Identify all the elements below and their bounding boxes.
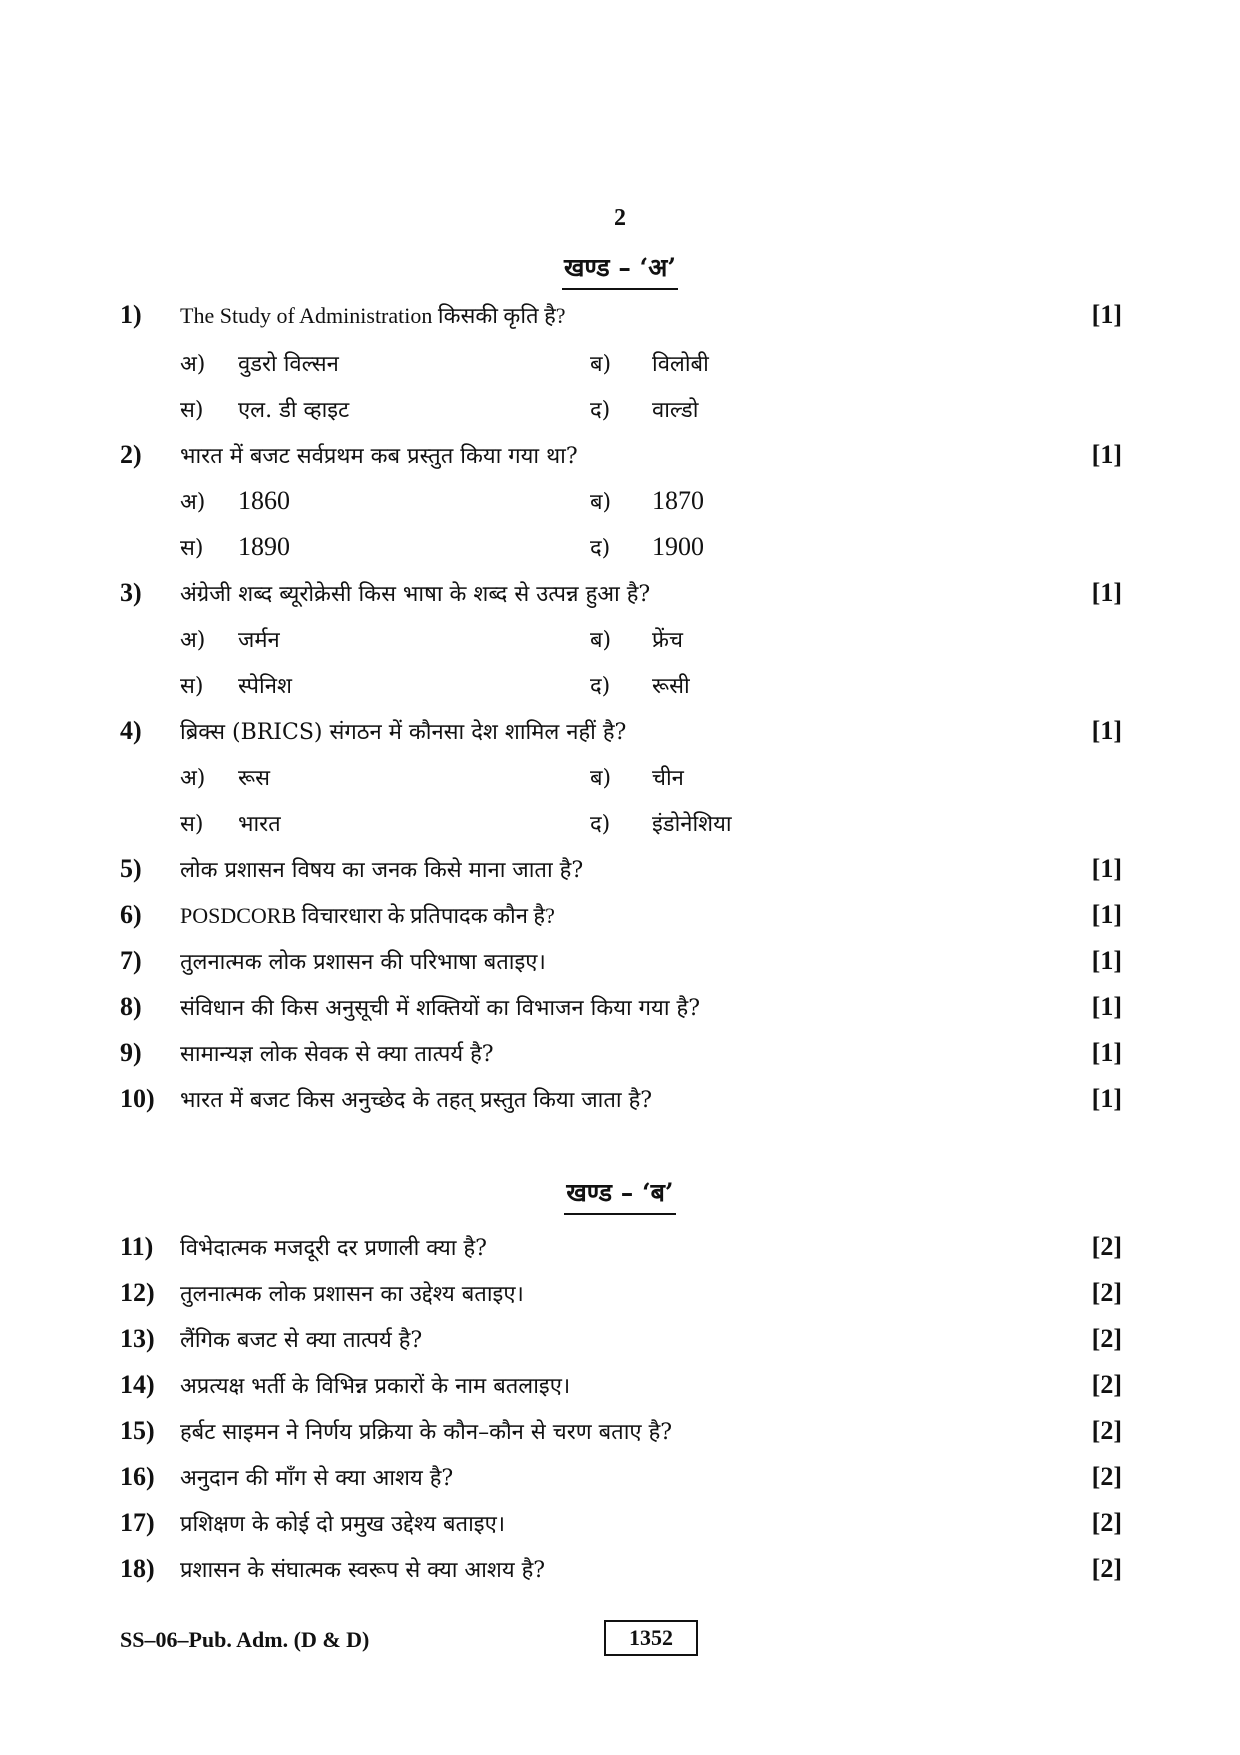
section-b-heading: खण्ड – ‘ब’	[0, 1175, 1240, 1215]
question-1-options-row-2	[0, 394, 1240, 434]
question-text: POSDCORB विचारधारा के प्रतिपादक कौन है?	[180, 903, 555, 928]
question-text: The Study of Administration किसकी कृति है?	[180, 303, 566, 328]
question-16	[0, 1462, 1240, 1502]
question-number: 5)	[120, 854, 142, 883]
question-text: विभेदात्मक मजदूरी दर प्रणाली क्या है?	[180, 1236, 487, 1261]
question-text: प्रशासन के संघात्मक स्वरूप से क्या आशय है?	[180, 1558, 546, 1583]
question-marks: [1]	[1091, 1084, 1122, 1113]
option-text: वुडरो विल्सन	[238, 352, 339, 377]
option-label: स)	[180, 674, 204, 699]
question-1-options-row-1	[0, 348, 1240, 388]
option-text: एल. डी व्हाइट	[238, 398, 350, 423]
question-2-options-row-1	[0, 486, 1240, 526]
question-number: 2)	[120, 440, 142, 469]
option-label: अ)	[180, 628, 206, 653]
question-number: 14)	[120, 1370, 155, 1399]
question-12	[0, 1278, 1240, 1318]
question-text: ब्रिक्स (BRICS) संगठन में कौनसा देश शामिल नहीं है?	[180, 720, 627, 745]
question-6	[0, 900, 1240, 940]
question-7	[0, 946, 1240, 986]
question-2	[0, 440, 1240, 480]
question-number: 11)	[120, 1232, 154, 1261]
question-13	[0, 1324, 1240, 1364]
question-number: 8)	[120, 992, 142, 1021]
question-3	[0, 578, 1240, 618]
option-label: ब)	[590, 352, 612, 377]
option-text: 1870	[652, 486, 704, 515]
option-label: ब)	[590, 490, 612, 515]
question-1	[0, 300, 1240, 340]
question-text: अप्रत्यक्ष भर्ती के विभिन्न प्रकारों के नाम बतलाइए।	[180, 1374, 571, 1399]
question-4-options-row-1	[0, 762, 1240, 802]
question-text: भारत में बजट सर्वप्रथम कब प्रस्तुत किया गया था?	[180, 444, 578, 469]
option-text: स्पेनिश	[238, 674, 292, 699]
question-marks: [1]	[1091, 716, 1122, 745]
option-text: 1860	[238, 486, 290, 515]
question-marks: [2]	[1091, 1462, 1122, 1491]
option-label: ब)	[590, 628, 612, 653]
question-number: 9)	[120, 1038, 142, 1067]
option-label: द)	[590, 398, 611, 423]
question-number: 17)	[120, 1508, 155, 1537]
option-text: 1890	[238, 532, 290, 561]
question-3-options-row-2	[0, 670, 1240, 710]
question-number: 6)	[120, 900, 142, 929]
question-number: 15)	[120, 1416, 155, 1445]
option-label: द)	[590, 674, 611, 699]
question-17	[0, 1508, 1240, 1548]
question-marks: [2]	[1091, 1416, 1122, 1445]
question-11	[0, 1232, 1240, 1272]
option-text: इंडोनेशिया	[652, 812, 732, 837]
option-label: स)	[180, 398, 204, 423]
question-marks: [2]	[1091, 1278, 1122, 1307]
question-3-options-row-1	[0, 624, 1240, 664]
question-text: प्रशिक्षण के कोई दो प्रमुख उद्देश्य बताइए।	[180, 1512, 506, 1537]
section-a-heading: खण्ड – ‘अ’	[0, 250, 1240, 290]
question-number: 18)	[120, 1554, 155, 1583]
option-text: चीन	[652, 766, 684, 791]
option-label: द)	[590, 536, 611, 561]
option-label: अ)	[180, 766, 206, 791]
option-label: अ)	[180, 490, 206, 515]
question-number: 12)	[120, 1278, 155, 1307]
question-text: अंग्रेजी शब्द ब्यूरोक्रेसी किस भाषा के शब्द से उत्पन्न हुआ है?	[180, 582, 651, 607]
question-number: 7)	[120, 946, 142, 975]
question-text: लैंगिक बजट से क्या तात्पर्य है?	[180, 1328, 423, 1353]
question-4-options-row-2	[0, 808, 1240, 848]
question-marks: [2]	[1091, 1324, 1122, 1353]
question-number: 4)	[120, 716, 142, 745]
question-text: तुलनात्मक लोक प्रशासन की परिभाषा बताइए।	[180, 950, 546, 975]
option-label: अ)	[180, 352, 206, 377]
option-label: ब)	[590, 766, 612, 791]
option-text: जर्मन	[238, 628, 280, 653]
question-9	[0, 1038, 1240, 1078]
question-marks: [2]	[1091, 1370, 1122, 1399]
option-label: द)	[590, 812, 611, 837]
question-4	[0, 716, 1240, 756]
paper-code: SS–06–Pub. Adm. (D & D)	[120, 1627, 370, 1652]
question-text: हर्बट साइमन ने निर्णय प्रक्रिया के कौन–कौन से चरण बताए है?	[180, 1420, 673, 1445]
question-text: भारत में बजट किस अनुच्छेद के तहत् प्रस्तुत किया जाता है?	[180, 1088, 653, 1113]
question-text: सामान्यज्ञ लोक सेवक से क्या तात्पर्य है?	[180, 1042, 494, 1067]
option-text: विलोबी	[652, 352, 709, 377]
question-marks: [1]	[1091, 854, 1122, 883]
question-18	[0, 1554, 1240, 1594]
question-marks: [2]	[1091, 1232, 1122, 1261]
question-5	[0, 854, 1240, 894]
question-marks: [1]	[1091, 578, 1122, 607]
question-marks: [1]	[1091, 946, 1122, 975]
question-number: 1)	[120, 300, 142, 329]
question-marks: [1]	[1091, 992, 1122, 1021]
question-marks: [1]	[1091, 440, 1122, 469]
question-10	[0, 1084, 1240, 1124]
option-text: फ्रेंच	[652, 628, 683, 653]
question-text: तुलनात्मक लोक प्रशासन का उद्देश्य बताइए।	[180, 1282, 524, 1307]
paper-number-box: 1352	[604, 1620, 698, 1656]
option-text: रूस	[238, 766, 270, 791]
question-8	[0, 992, 1240, 1032]
question-marks: [1]	[1091, 1038, 1122, 1067]
question-marks: [2]	[1091, 1554, 1122, 1583]
question-number: 10)	[120, 1084, 155, 1113]
option-label: स)	[180, 812, 204, 837]
question-15	[0, 1416, 1240, 1456]
question-text: लोक प्रशासन विषय का जनक किसे माना जाता है?	[180, 858, 584, 883]
question-number: 13)	[120, 1324, 155, 1353]
option-label: स)	[180, 536, 204, 561]
question-text: संविधान की किस अनुसूची में शक्तियों का विभाजन किया गया है?	[180, 996, 700, 1021]
option-text: भारत	[238, 812, 281, 837]
question-14	[0, 1370, 1240, 1410]
question-text: अनुदान की माँग से क्या आशय है?	[180, 1466, 454, 1491]
question-marks: [1]	[1091, 900, 1122, 929]
option-text: रूसी	[652, 674, 690, 699]
option-text: वाल्डो	[652, 398, 699, 423]
question-marks: [1]	[1091, 300, 1122, 329]
question-number: 16)	[120, 1462, 155, 1491]
question-marks: [2]	[1091, 1508, 1122, 1537]
question-number: 3)	[120, 578, 142, 607]
option-text: 1900	[652, 532, 704, 561]
question-2-options-row-2	[0, 532, 1240, 572]
page-number: 2	[614, 205, 626, 231]
